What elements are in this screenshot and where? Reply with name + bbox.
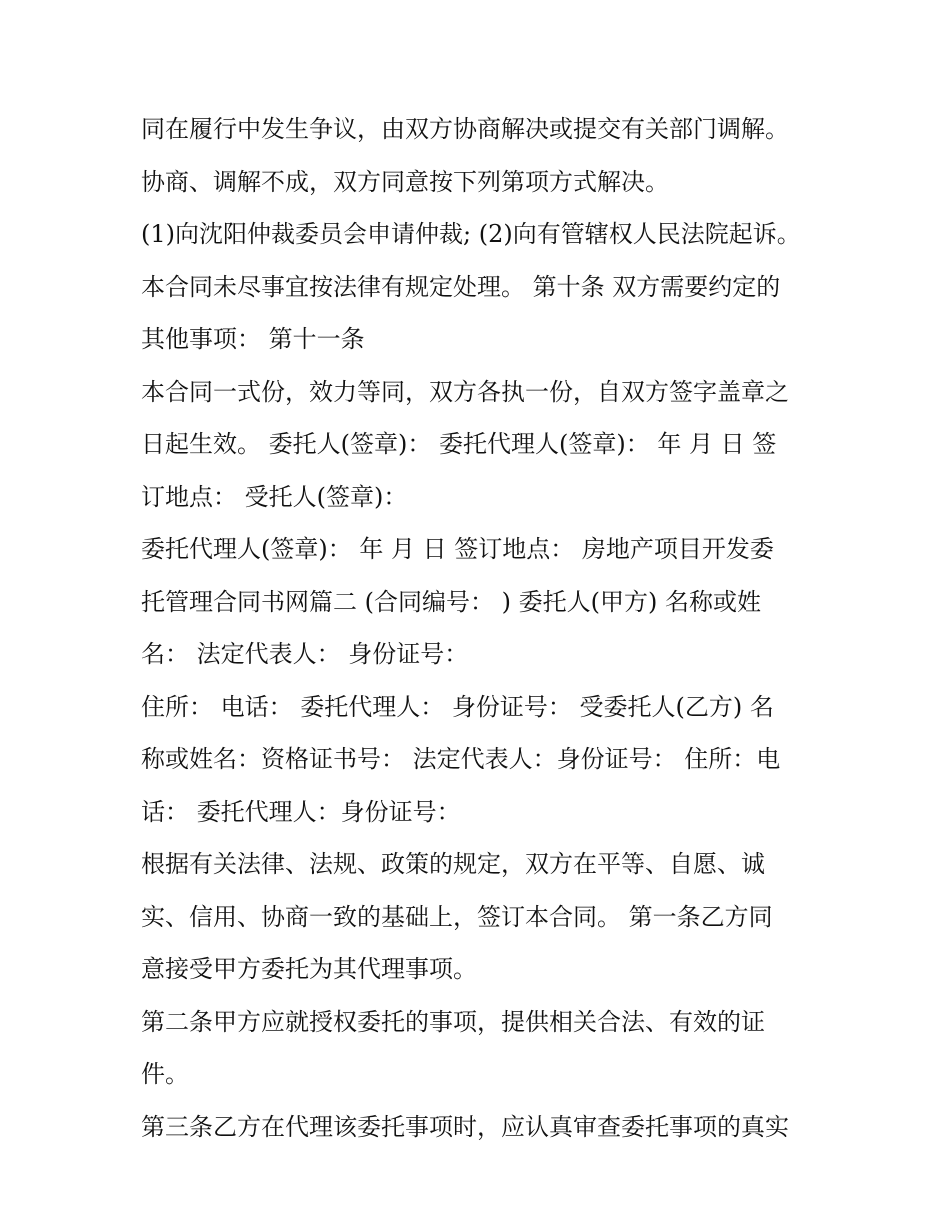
text-line: 委托代理人(签章)： 年 月 日 签订地点： 房地产项目开发委 [141, 535, 774, 563]
text-line: 订地点： 受托人(签章)： [141, 482, 408, 511]
contract-text-body [141, 103, 821, 1153]
text-line: 本合同未尽事宜按法律有规定处理。 第十条 双方需要约定的 [141, 272, 781, 301]
text-line: 托管理合同书网篇二 (合同编号： ) 委托人(甲方) 名称或姓 [141, 587, 761, 616]
text-line: 住所： 电话： 委托代理人： 身份证号： 受委托人(乙方) 名 [141, 692, 774, 721]
text-line: 实、信用、协商一致的基础上，签订本合同。 第一条乙方同 [141, 902, 773, 931]
text-line: 协商、调解不成，双方同意按下列第项方式解决。 [141, 167, 669, 196]
text-line: 名： 法定代表人： 身份证号： [141, 640, 469, 668]
text-line: 话： 委托代理人：身份证号： [141, 797, 461, 826]
text-line: 意接受甲方委托为其代理事项。 [141, 955, 477, 983]
text-line: 本合同一式份，效力等同，双方各执一份，自双方签字盖章之 [141, 377, 789, 406]
text-line: 日起生效。 委托人(签章)： 委托代理人(签章)： 年 月 日 签 [141, 430, 777, 458]
text-line: 根据有关法律、法规、政策的规定，双方在平等、自愿、诚 [141, 850, 765, 878]
text-line: 第二条甲方应就授权委托的事项，提供相关合法、有效的证 [141, 1007, 765, 1036]
text-line: 称或姓名：资格证书号： 法定代表人：身份证号： 住所：电 [141, 745, 781, 773]
text-line: (1)向沈阳仲裁委员会申请仲裁; (2)向有管辖权人民法院起诉。 [141, 220, 801, 248]
text-line: 其他事项： 第十一条 [141, 325, 365, 353]
text-line: 同在履行中发生争议，由双方协商解决或提交有关部门调解。 [141, 115, 789, 143]
text-line: 第三条乙方在代理该委托事项时，应认真审查委托事项的真实 [141, 1112, 789, 1141]
text-line: 件。 [141, 1060, 189, 1088]
